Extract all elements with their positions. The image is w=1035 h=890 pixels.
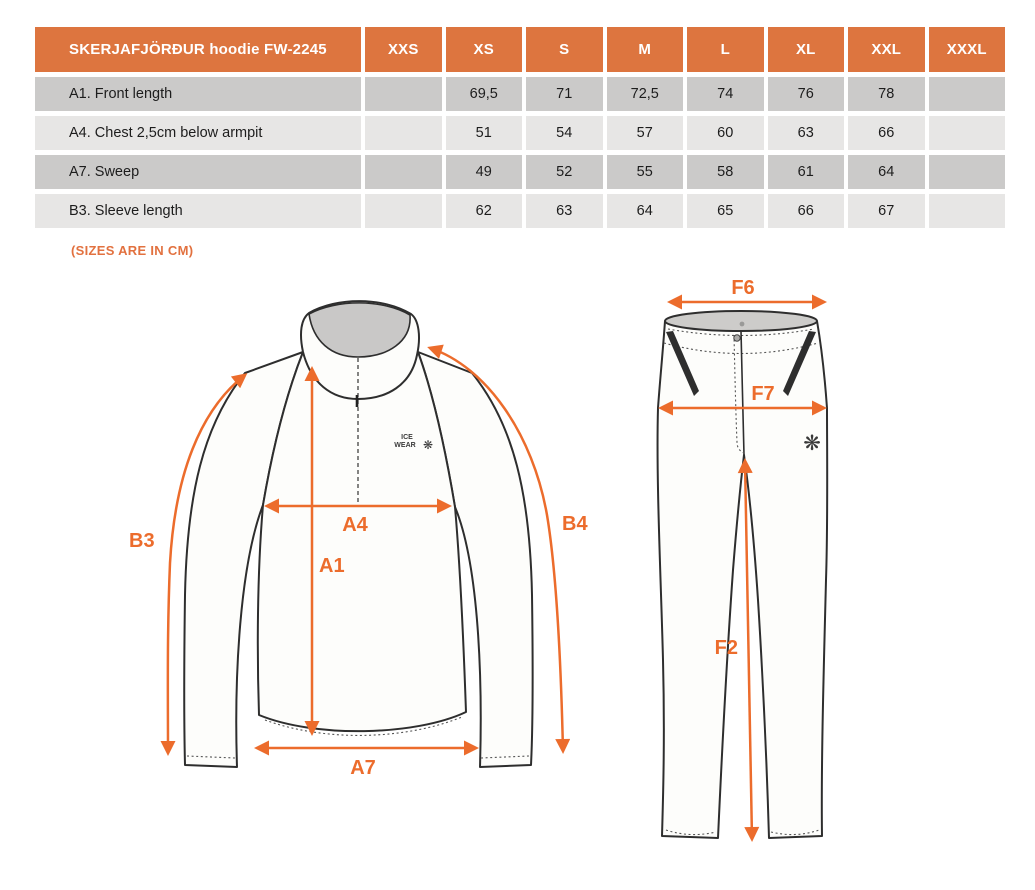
waistband-dot [740, 322, 745, 327]
waist-button [734, 335, 740, 341]
waistband-opening [665, 311, 817, 331]
f6-label: F6 [731, 280, 755, 299]
product-title: SKERJAFJÖRÐUR hoodie FW-2245 [35, 27, 361, 72]
cell-value: 60 [687, 116, 764, 150]
size-header-m: M [607, 27, 684, 72]
a1-label: A1 [319, 555, 345, 577]
row-label: A4. Chest 2,5cm below armpit [35, 116, 361, 150]
cell-value: 66 [848, 116, 925, 150]
table-row [35, 116, 1005, 150]
cell-value: 65 [687, 194, 764, 228]
hoodie-diagram [85, 295, 600, 800]
cell-value [365, 116, 442, 150]
cell-value: 57 [607, 116, 684, 150]
size-header-s: S [526, 27, 603, 72]
cell-value: 64 [607, 194, 684, 228]
cell-value: 66 [768, 194, 845, 228]
size-header-xxs: XXS [365, 27, 442, 72]
f2-label: F2 [714, 637, 738, 659]
row-label: A7. Sweep [35, 155, 361, 189]
cell-value: 78 [848, 77, 925, 111]
cell-value: 69,5 [446, 77, 523, 111]
table-header-row [35, 27, 1005, 72]
pants-diagram [630, 280, 860, 880]
cell-value [365, 194, 442, 228]
hip-snowflake-icon: ❋ [803, 432, 821, 455]
cell-value [929, 77, 1006, 111]
cell-value [929, 116, 1006, 150]
table-row [35, 155, 1005, 189]
cell-value [365, 77, 442, 111]
cell-value: 51 [446, 116, 523, 150]
size-header-xs: XS [446, 27, 523, 72]
size-table [35, 27, 1005, 233]
cell-value: 49 [446, 155, 523, 189]
cell-value: 71 [526, 77, 603, 111]
size-header-xxl: XXL [848, 27, 925, 72]
sizes-unit-note: (SIZES ARE IN CM) [71, 243, 194, 258]
cell-value: 52 [526, 155, 603, 189]
f7-label: F7 [751, 383, 775, 405]
cell-value: 76 [768, 77, 845, 111]
a4-label: A4 [342, 514, 368, 536]
cell-value: 62 [446, 194, 523, 228]
cell-value: 55 [607, 155, 684, 189]
row-label: B3. Sleeve length [35, 194, 361, 228]
size-header-xxxl: XXXL [929, 27, 1006, 72]
table-row [35, 194, 1005, 228]
size-header-l: L [687, 27, 764, 72]
cell-value [365, 155, 442, 189]
cell-value: 67 [848, 194, 925, 228]
cell-value: 72,5 [607, 77, 684, 111]
table-row [35, 77, 1005, 111]
cell-value: 63 [768, 116, 845, 150]
a7-label: A7 [350, 757, 376, 779]
cell-value: 54 [526, 116, 603, 150]
brand-logo-line1: ICE [401, 434, 413, 441]
cell-value: 64 [848, 155, 925, 189]
brand-logo-line2: WEAR [394, 442, 416, 449]
size-header-xl: XL [768, 27, 845, 72]
hoodie-torso [258, 347, 466, 731]
cell-value: 74 [687, 77, 764, 111]
cell-value: 61 [768, 155, 845, 189]
cell-value [929, 194, 1006, 228]
b4-label: B4 [562, 513, 588, 535]
cell-value: 58 [687, 155, 764, 189]
row-label: A1. Front length [35, 77, 361, 111]
cell-value: 63 [526, 194, 603, 228]
cell-value [929, 155, 1006, 189]
brand-snowflake-icon: ❋ [423, 438, 434, 452]
b3-label: B3 [129, 530, 155, 552]
